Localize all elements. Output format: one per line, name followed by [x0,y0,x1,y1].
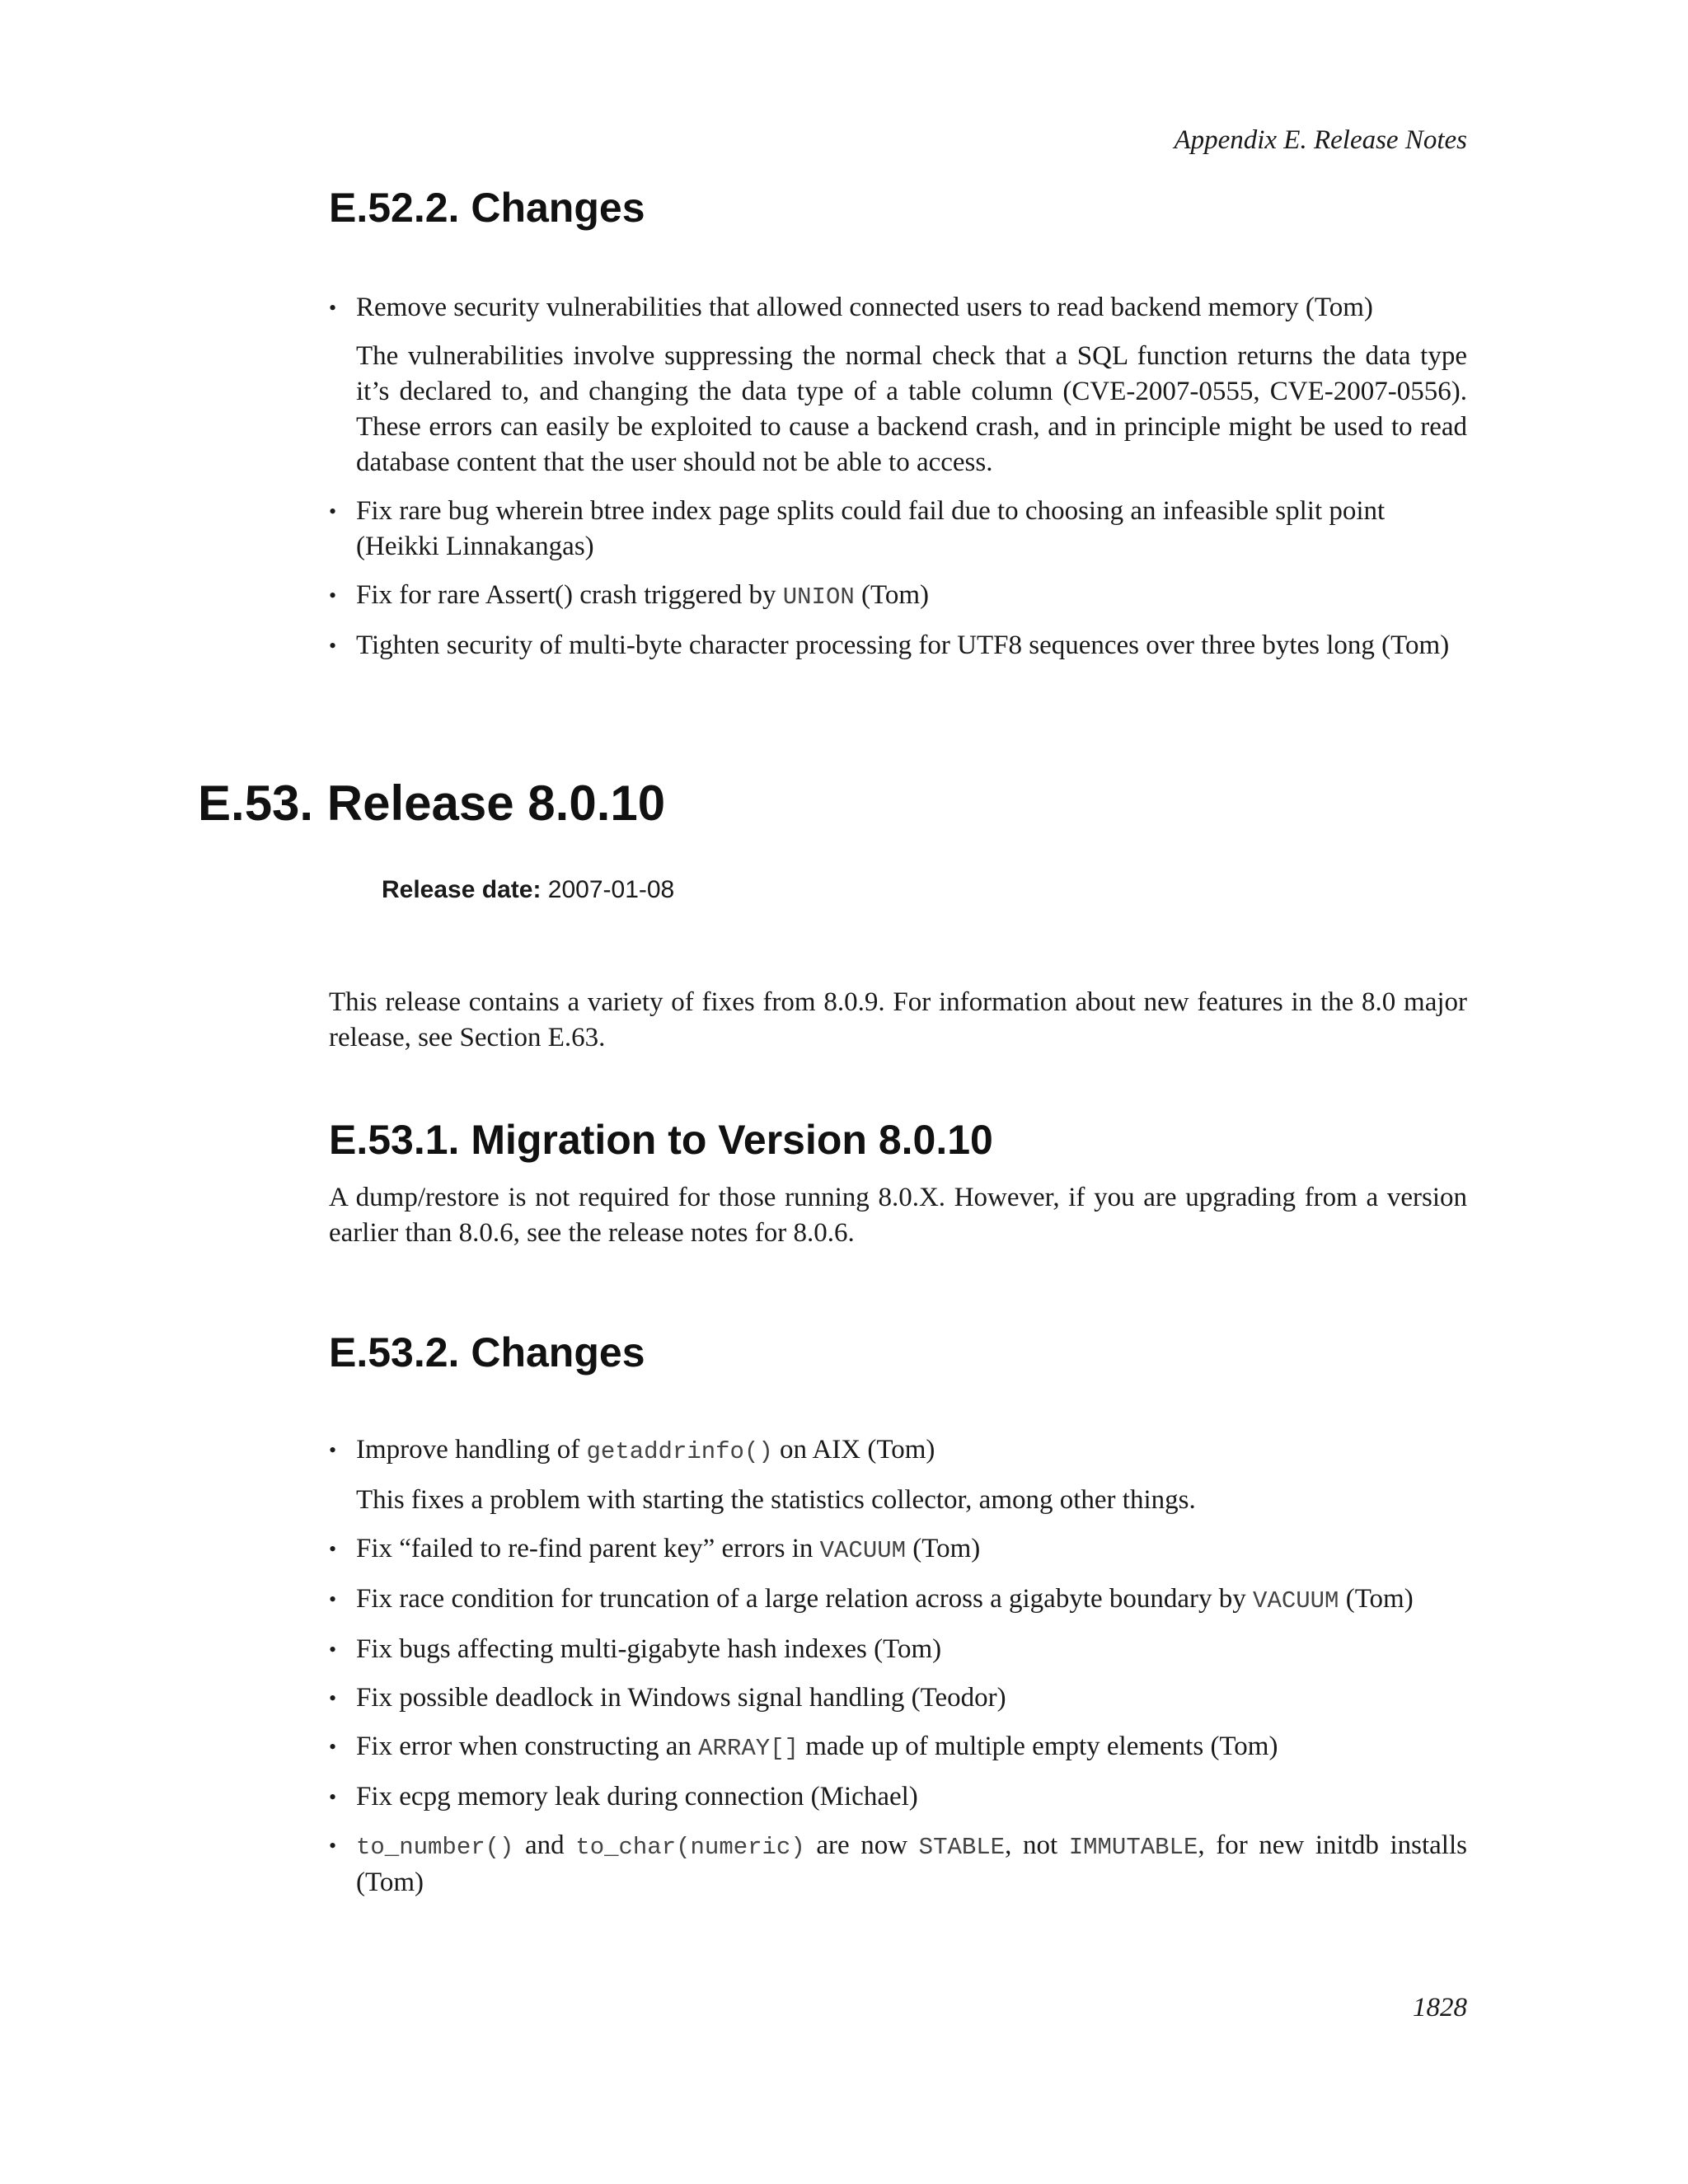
bullet-icon: • [329,1537,337,1561]
release-date [382,876,674,904]
running-header: Appendix E. Release Notes [1174,125,1467,155]
bullet-icon: • [329,1785,337,1809]
list-item: • Tighten security of multi-byte character processing for UTF8 sequences over three bytes long (Tom) [329,628,1467,663]
bullet-icon: • [329,499,337,523]
list-item: • Fix possible deadlock in Windows signal handling (Teodor) [329,1680,1467,1716]
bullet-icon: • [329,583,337,607]
migration-text: A dump/restore is not required for those running 8.0.X. However, if you are upgrading from a version earlier than 8.0.6, see the release notes for 8.0.6. [329,1183,1467,1248]
code-literal: VACUUM [819,1537,907,1564]
bullet-icon: • [329,1735,337,1759]
list-item: • to_number() and to_char(numeric) are now STABLE, not IMMUTABLE, for new initdb installs (Tom) [329,1828,1467,1900]
list-item: • Fix for rare Assert() crash triggered by UNION (Tom) [329,578,1467,615]
bullet-icon: • [329,1834,337,1858]
item-detail: The vulnerabilities involve suppressing the normal check that a SQL function returns the data type it’s declared to, and changing the data type of a table column (CVE-2007-0555, CVE-2007-0556). These errors can easily be exploited to cause a backend crash, and in principle might be used to read database content that the user should not be able to access. [356,341,1467,477]
list-item: • Fix race condition for truncation of a large relation across a gigabyte boundary by VACUUM (Tom) [329,1582,1467,1619]
code-literal: VACUUM [1253,1587,1339,1615]
code-literal: ARRAY[] [698,1735,799,1762]
code-literal: IMMUTABLE [1068,1834,1198,1861]
list-item: • Fix bugs affecting multi-gigabyte hash indexes (Tom) [329,1632,1467,1667]
list-item: • Improve handling of getaddrinfo() on AIX (Tom) This fixes a problem with starting the statistics collector, among other things. [329,1432,1467,1518]
release-date-label: Release date: [382,876,542,903]
list-item: • Fix rare bug wherein btree index page splits could fail due to choosing an infeasible split point (Heikki Linnakangas) [329,494,1467,565]
item-detail: This fixes a problem with starting the statistics collector, among other things. [356,1485,1196,1515]
section-heading-e53-2: E.53.2. Changes [329,1329,645,1376]
page-number: 1828 [1413,1993,1467,2022]
changes-list-e53-2 [329,1432,1467,1914]
bullet-icon: • [329,1638,337,1661]
changes-list-e52-2 [329,290,1467,677]
chapter-heading-e53: E.53. Release 8.0.10 [198,776,666,831]
code-literal: to_char(numeric) [575,1834,805,1861]
bullet-icon: • [329,296,337,320]
list-item: • Fix ecpg memory leak during connection (Michael) [329,1779,1467,1815]
bullet-icon: • [329,634,337,658]
bullet-icon: • [329,1438,337,1462]
code-literal: UNION [782,583,855,611]
code-literal: to_number() [356,1834,514,1861]
list-item: • Remove security vulnerabilities that allowed connected users to read backend memory (Tom) The vulnerabilities involve suppressing the normal check that a SQL function returns the data type it’s declared to, and changing the data type of a table column (CVE-2007-0555, CVE-2007-0556). These errors can easily be exploited to cause a backend crash, and in principle might be used to read database content that the user should not be able to access. [329,290,1467,480]
release-date-value: 2007-01-08 [547,876,675,903]
list-item: • Fix “failed to re-find parent key” errors in VACUUM (Tom) [329,1531,1467,1568]
release-intro: This release contains a variety of fixes from 8.0.9. For information about new features in the 8.0 major release, see Section E.63. [329,987,1467,1052]
bullet-icon: • [329,1587,337,1611]
bullet-icon: • [329,1686,337,1710]
list-item: • Fix error when constructing an ARRAY[] made up of multiple empty elements (Tom) [329,1729,1467,1766]
code-literal: STABLE [918,1834,1006,1861]
section-heading-e52-2: E.52.2. Changes [329,185,645,231]
section-heading-e53-1: E.53.1. Migration to Version 8.0.10 [329,1117,993,1163]
code-literal: getaddrinfo() [586,1438,773,1465]
